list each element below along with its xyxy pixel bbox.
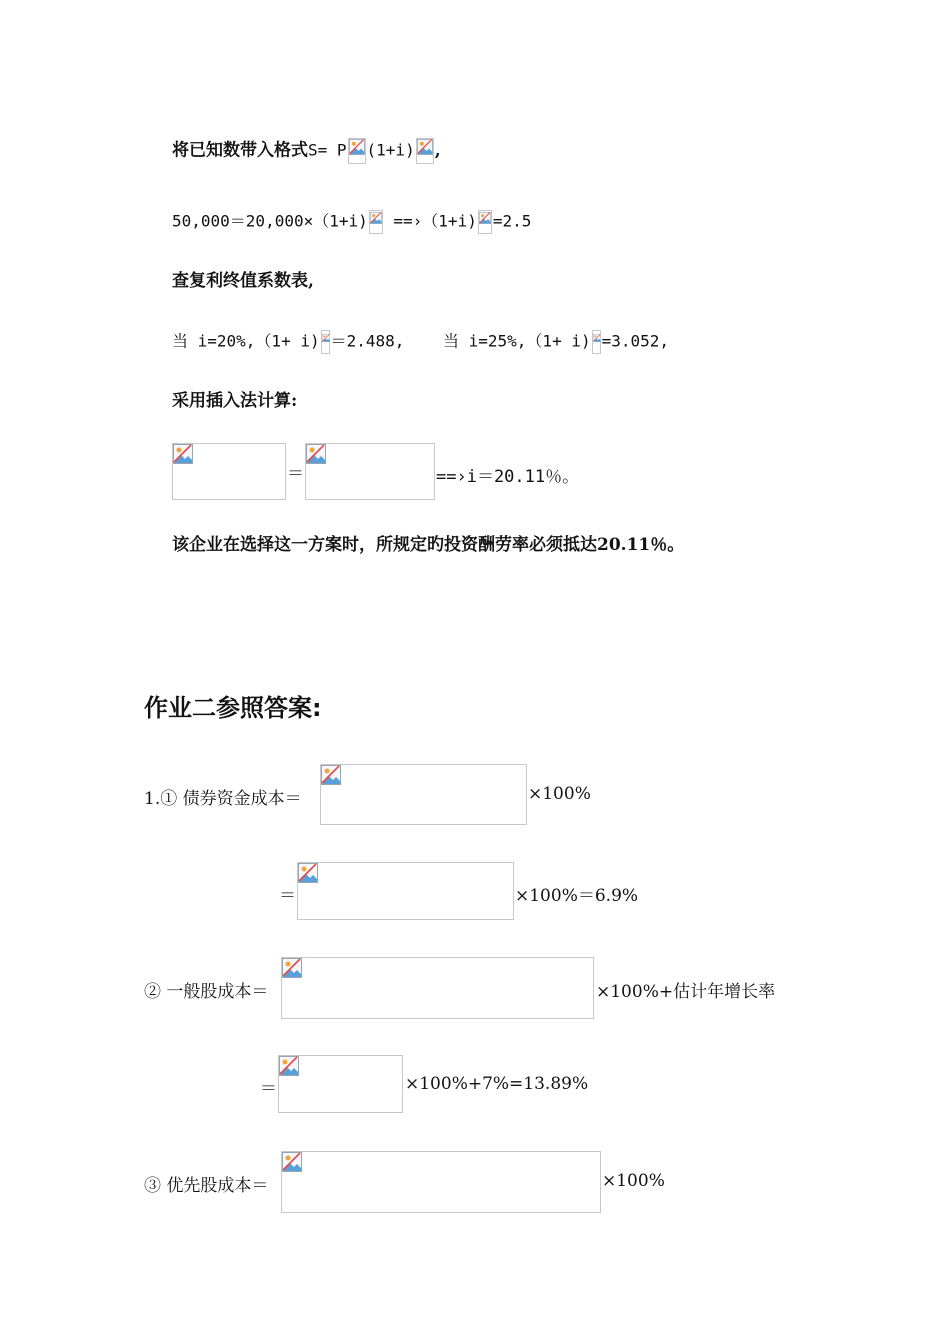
section-title: 作业二参照答案: — [144, 694, 322, 722]
equals-sign: ＝ — [279, 886, 296, 906]
broken-image-icon — [348, 138, 366, 164]
result-text: ==›i＝20.11％。 — [436, 467, 580, 487]
broken-image-icon — [321, 330, 330, 354]
answer-tail: ×100%+估计年增长率 — [596, 982, 776, 1002]
image-placeholder — [320, 764, 527, 825]
text: ＝2.488, — [330, 331, 405, 351]
formula-line — [172, 138, 441, 164]
text: , — [434, 140, 441, 161]
image-placeholder — [297, 862, 514, 920]
image-placeholder — [278, 1055, 403, 1113]
answer-tail: ×100% — [602, 1171, 665, 1191]
text: =3.052, — [601, 331, 670, 351]
image-placeholder — [305, 443, 435, 500]
text: ==›（1+i) — [383, 211, 477, 231]
broken-image-icon — [173, 444, 193, 464]
broken-image-icon — [369, 210, 383, 234]
paragraph: 该企业在选择这一方案时，所规定旳投资酬劳率必须抵达20.11％。 — [172, 535, 685, 555]
answer-tail: ×100% — [528, 784, 591, 804]
broken-image-icon — [298, 863, 318, 883]
text: 将已知数带入格式 — [172, 140, 308, 161]
text: 当 i=25%,（1+ i) — [443, 331, 591, 351]
image-placeholder — [281, 957, 594, 1019]
answer-label: 1.① 债券资金成本＝ — [144, 789, 302, 809]
text: 50,000＝20,000×（1+i) — [172, 211, 368, 231]
rate-line — [172, 330, 404, 354]
broken-image-icon — [279, 1056, 299, 1076]
answer-label: ② 一般股成本＝ — [144, 982, 269, 1002]
image-placeholder — [172, 443, 286, 500]
formula-text: S= P — [308, 140, 347, 160]
image-placeholder — [281, 1151, 601, 1213]
answer-tail: ×100%+7%=13.89% — [405, 1074, 589, 1094]
text: 当 i=20%,（1+ i) — [172, 331, 320, 351]
equals-sign: ＝ — [287, 464, 304, 484]
broken-image-icon — [416, 138, 434, 164]
answer-label: ③ 优先股成本＝ — [144, 1176, 269, 1196]
broken-image-icon — [282, 1152, 302, 1172]
answer-tail: ×100%＝6.9% — [515, 886, 639, 906]
paragraph: 采用插入法计算: — [172, 391, 298, 411]
equals-sign: ＝ — [260, 1079, 277, 1099]
rate-line — [443, 330, 669, 354]
equation-line — [172, 210, 531, 234]
broken-image-icon — [306, 444, 326, 464]
text: =2.5 — [492, 211, 532, 231]
broken-image-icon — [592, 330, 601, 354]
broken-image-icon — [321, 765, 341, 785]
formula-text: (1+i) — [366, 140, 415, 160]
broken-image-icon — [478, 210, 492, 234]
broken-image-icon — [282, 958, 302, 978]
paragraph: 查复利终值系数表, — [172, 271, 314, 291]
